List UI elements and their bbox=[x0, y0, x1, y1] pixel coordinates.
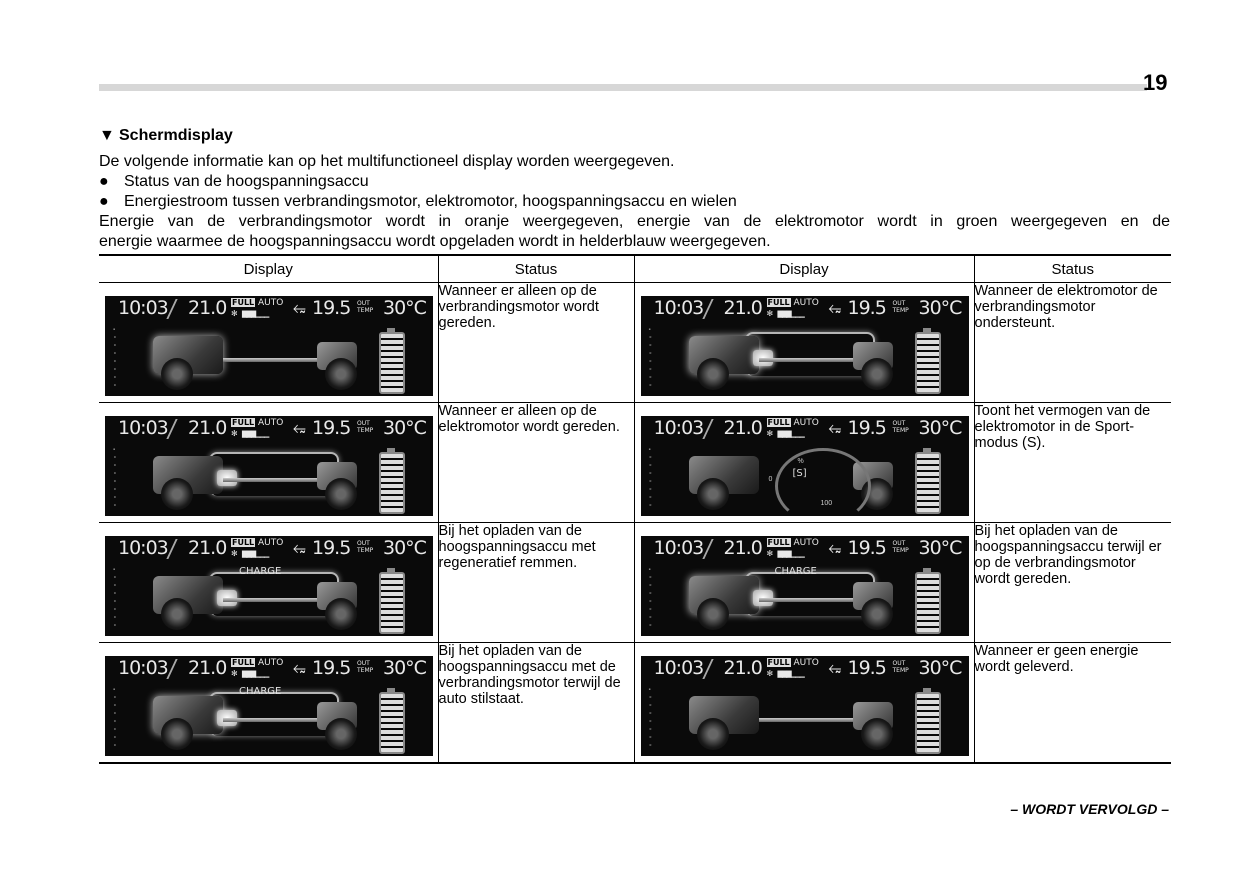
section-title-text: Schermdisplay bbox=[119, 127, 233, 144]
seat-heater-icon: ⥳ bbox=[828, 658, 842, 677]
level-dots: ▪ ∘ ∘ ∘ ∘ ∘ ∘ ∘ bbox=[648, 447, 653, 509]
display-cell bbox=[634, 403, 974, 523]
fan-icon: ✻ bbox=[231, 309, 238, 318]
out-temp-label: OUT TEMP bbox=[357, 540, 374, 554]
level-dots: ▪ ∘ ∘ ∘ ∘ ∘ ∘ ∘ bbox=[113, 327, 117, 389]
battery-icon bbox=[915, 572, 941, 634]
drive-shaft bbox=[223, 478, 323, 482]
front-wheel-icon bbox=[697, 478, 729, 510]
fan-level: ▇▇▇▁▁▁ bbox=[777, 670, 804, 678]
temp-left: 21.0 bbox=[188, 297, 227, 319]
auto-label: AUTO bbox=[793, 298, 819, 308]
out-temp-label: OUT TEMP bbox=[357, 660, 374, 674]
table-row bbox=[99, 283, 1171, 403]
clock: 10:03 bbox=[118, 657, 168, 679]
level-dots: ▪ ∘ ∘ ∘ ∘ ∘ ∘ ∘ bbox=[648, 327, 653, 389]
gauge-max-label: 100 bbox=[820, 500, 833, 507]
display-screen-electric-only bbox=[105, 416, 433, 516]
fan-full-label: FULL bbox=[232, 538, 255, 547]
separator bbox=[702, 299, 713, 319]
fan-level: ▇▇▇▁▁▁ bbox=[777, 430, 804, 438]
battery-icon bbox=[915, 452, 941, 514]
battery-icon bbox=[915, 692, 941, 754]
table-row bbox=[99, 643, 1171, 764]
display-cell bbox=[99, 643, 438, 764]
clock: 10:03 bbox=[653, 297, 704, 319]
auto-label: AUTO bbox=[793, 538, 819, 548]
front-wheel-icon bbox=[161, 358, 193, 390]
separator bbox=[702, 419, 713, 439]
auto-label: AUTO bbox=[793, 658, 819, 668]
out-temp: 30°C bbox=[383, 297, 426, 319]
fan-level: ▇▇▇▁▁▁ bbox=[777, 310, 804, 318]
status-bar bbox=[641, 416, 969, 440]
fan-full-label: FULL bbox=[767, 538, 790, 547]
separator bbox=[166, 659, 177, 679]
description-line: energie waarmee de hoogspanningsaccu wordt opgeladen wordt in helderblauw weergegeven. bbox=[99, 233, 771, 250]
table-header-row bbox=[99, 255, 1171, 283]
charge-label: CHARGE bbox=[239, 566, 282, 577]
status-cell: Bij het opladen van de hoogspanningsaccu met de verbrandingsmotor terwijl de auto stilstaat. bbox=[438, 643, 634, 764]
out-temp: 30°C bbox=[918, 297, 962, 319]
gauge-min-label: 0 bbox=[768, 476, 773, 483]
temp-left: 21.0 bbox=[723, 657, 762, 679]
rear-wheel-icon bbox=[861, 358, 893, 390]
separator bbox=[166, 419, 177, 439]
display-cell bbox=[99, 283, 438, 403]
bullet-text: Status van de hoogspanningsaccu bbox=[124, 173, 369, 190]
seat-heater-icon: ⥳ bbox=[828, 418, 842, 437]
drive-shaft bbox=[759, 358, 859, 362]
auto-label: AUTO bbox=[258, 658, 284, 668]
drive-shaft bbox=[759, 718, 859, 722]
fan-icon: ✻ bbox=[231, 549, 238, 558]
status-bar bbox=[105, 536, 433, 560]
fan-icon: ✻ bbox=[231, 669, 238, 678]
out-temp-label: OUT TEMP bbox=[357, 300, 374, 314]
display-screen-regen-charge bbox=[105, 536, 433, 636]
status-bar bbox=[105, 416, 433, 440]
column-header-display: Display bbox=[99, 255, 438, 283]
out-temp: 30°C bbox=[918, 417, 962, 439]
page-number: 19 bbox=[1143, 70, 1168, 95]
display-cell bbox=[99, 403, 438, 523]
status-bar bbox=[105, 296, 433, 320]
out-temp: 30°C bbox=[383, 537, 426, 559]
intro-text: De volgende informatie kan op het multifunctioneel display worden weergegeven. bbox=[99, 153, 675, 170]
rear-wheel-icon bbox=[325, 598, 357, 630]
column-header-status: Status bbox=[438, 255, 634, 283]
bullet-text: Energiestroom tussen verbrandingsmotor, elektromotor, hoogspanningsaccu en wielen bbox=[124, 193, 737, 210]
out-temp: 30°C bbox=[918, 537, 962, 559]
status-cell: Bij het opladen van de hoogspanningsaccu terwijl er op de verbrandingsmotor wordt gereden. bbox=[974, 523, 1171, 643]
out-temp: 30°C bbox=[383, 657, 426, 679]
rear-wheel-icon bbox=[325, 718, 357, 750]
out-temp: 30°C bbox=[383, 417, 426, 439]
fan-full-label: FULL bbox=[767, 298, 790, 307]
fan-level: ▇▇▇▁▁▁ bbox=[242, 430, 269, 438]
display-cell bbox=[634, 283, 974, 403]
clock: 10:03 bbox=[653, 657, 704, 679]
display-cell bbox=[634, 523, 974, 643]
fan-icon: ✻ bbox=[766, 429, 774, 438]
status-bar bbox=[641, 536, 969, 560]
intro-block bbox=[99, 152, 1170, 252]
level-dots: ▪ ∘ ∘ ∘ ∘ ∘ ∘ ∘ bbox=[113, 567, 117, 629]
auto-label: AUTO bbox=[793, 418, 819, 428]
charge-label: CHARGE bbox=[239, 686, 282, 697]
bullet-item bbox=[99, 192, 1170, 212]
rear-wheel-icon bbox=[861, 718, 893, 750]
rear-wheel-icon bbox=[325, 358, 357, 390]
front-wheel-icon bbox=[697, 718, 729, 750]
display-status-table bbox=[99, 254, 1171, 764]
temp-right: 19.5 bbox=[847, 657, 886, 679]
display-screen-assist bbox=[641, 296, 969, 396]
rear-wheel-icon bbox=[861, 598, 893, 630]
gauge-unit-label: % bbox=[797, 458, 804, 465]
table-row bbox=[99, 523, 1171, 643]
seat-heater-icon: ⥳ bbox=[293, 418, 306, 437]
separator bbox=[166, 299, 177, 319]
status-cell: Wanneer er geen energie wordt geleverd. bbox=[974, 643, 1171, 764]
out-temp-label: OUT TEMP bbox=[892, 300, 909, 314]
temp-right: 19.5 bbox=[847, 537, 886, 559]
drive-shaft bbox=[223, 358, 323, 362]
fan-icon: ✻ bbox=[231, 429, 238, 438]
triangle-down-icon: ▼ bbox=[99, 127, 115, 144]
temp-left: 21.0 bbox=[188, 417, 227, 439]
status-cell: Wanneer de elektromotor de verbrandingsmotor ondersteunt. bbox=[974, 283, 1171, 403]
separator bbox=[166, 539, 177, 559]
drive-shaft bbox=[223, 718, 323, 722]
table-row bbox=[99, 403, 1171, 523]
fan-full-label: FULL bbox=[232, 418, 255, 427]
fan-level: ▇▇▇▁▁▁ bbox=[242, 310, 269, 318]
separator bbox=[702, 539, 713, 559]
auto-label: AUTO bbox=[258, 298, 284, 308]
clock: 10:03 bbox=[118, 537, 168, 559]
battery-icon bbox=[379, 692, 405, 754]
fan-full-label: FULL bbox=[767, 418, 790, 427]
fan-full-label: FULL bbox=[767, 658, 790, 667]
front-wheel-icon bbox=[161, 598, 193, 630]
rear-wheel-icon bbox=[325, 478, 357, 510]
status-cell: Toont het vermogen van de elektromotor in de Sport-modus (S). bbox=[974, 403, 1171, 523]
temp-right: 19.5 bbox=[847, 417, 886, 439]
seat-heater-icon: ⥳ bbox=[828, 538, 842, 557]
bullet-icon: ● bbox=[99, 193, 109, 210]
section-title bbox=[99, 127, 233, 145]
header-rule bbox=[99, 84, 1147, 91]
auto-label: AUTO bbox=[258, 538, 284, 548]
continued-label: – WORDT VERVOLGD – bbox=[1010, 801, 1169, 817]
front-wheel-icon bbox=[161, 478, 193, 510]
battery-icon bbox=[915, 332, 941, 394]
temp-right: 19.5 bbox=[312, 537, 351, 559]
display-cell bbox=[634, 643, 974, 764]
battery-icon bbox=[379, 572, 405, 634]
auto-label: AUTO bbox=[258, 418, 284, 428]
out-temp-label: OUT TEMP bbox=[892, 540, 909, 554]
fan-level: ▇▇▇▁▁▁ bbox=[242, 550, 269, 558]
level-dots: ▪ ∘ ∘ ∘ ∘ ∘ ∘ ∘ bbox=[648, 567, 653, 629]
battery-icon bbox=[379, 332, 405, 394]
charge-label: CHARGE bbox=[774, 566, 817, 577]
column-header-display: Display bbox=[634, 255, 974, 283]
clock: 10:03 bbox=[118, 297, 168, 319]
display-screen-sport bbox=[641, 416, 969, 516]
fan-level: ▇▇▇▁▁▁ bbox=[777, 550, 804, 558]
drive-shaft bbox=[223, 598, 323, 602]
seat-heater-icon: ⥳ bbox=[828, 298, 842, 317]
temp-left: 21.0 bbox=[723, 417, 762, 439]
status-bar bbox=[105, 656, 433, 680]
front-wheel-icon bbox=[697, 358, 729, 390]
display-screen-no-energy bbox=[641, 656, 969, 756]
status-bar bbox=[641, 296, 969, 320]
temp-left: 21.0 bbox=[188, 657, 227, 679]
out-temp-label: OUT TEMP bbox=[357, 420, 374, 434]
clock: 10:03 bbox=[653, 537, 704, 559]
front-wheel-icon bbox=[161, 718, 193, 750]
seat-heater-icon: ⥳ bbox=[293, 658, 306, 677]
temp-right: 19.5 bbox=[312, 297, 351, 319]
separator bbox=[702, 659, 713, 679]
display-cell bbox=[99, 523, 438, 643]
fan-icon: ✻ bbox=[766, 549, 774, 558]
display-screen-engine-only bbox=[105, 296, 433, 396]
temp-left: 21.0 bbox=[723, 537, 762, 559]
battery-icon bbox=[379, 452, 405, 514]
temp-right: 19.5 bbox=[312, 657, 351, 679]
level-dots: ▪ ∘ ∘ ∘ ∘ ∘ ∘ ∘ bbox=[113, 447, 117, 509]
clock: 10:03 bbox=[653, 417, 704, 439]
fan-level: ▇▇▇▁▁▁ bbox=[242, 670, 269, 678]
level-dots: ▪ ∘ ∘ ∘ ∘ ∘ ∘ ∘ bbox=[113, 687, 117, 749]
level-dots: ▪ ∘ ∘ ∘ ∘ ∘ ∘ ∘ bbox=[648, 687, 653, 749]
display-screen-drive-charge bbox=[641, 536, 969, 636]
out-temp-label: OUT TEMP bbox=[892, 660, 909, 674]
out-temp-label: OUT TEMP bbox=[892, 420, 909, 434]
seat-heater-icon: ⥳ bbox=[293, 538, 306, 557]
status-cell: Bij het opladen van de hoogspanningsaccu met regeneratief remmen. bbox=[438, 523, 634, 643]
temp-left: 21.0 bbox=[188, 537, 227, 559]
bullet-icon: ● bbox=[99, 173, 109, 190]
temp-right: 19.5 bbox=[847, 297, 886, 319]
seat-heater-icon: ⥳ bbox=[293, 298, 306, 317]
description-line: Energie van de verbrandingsmotor wordt in oranje weergegeven, energie van de elektromotor wordt in groen weergegeven en de bbox=[99, 213, 1170, 230]
status-bar bbox=[641, 656, 969, 680]
column-header-status: Status bbox=[974, 255, 1171, 283]
drive-shaft bbox=[759, 598, 859, 602]
status-cell: Wanneer er alleen op de verbrandingsmotor wordt gereden. bbox=[438, 283, 634, 403]
bullet-item bbox=[99, 172, 1170, 192]
sport-mode-label: [S] bbox=[792, 468, 807, 479]
fan-icon: ✻ bbox=[766, 309, 774, 318]
fan-icon: ✻ bbox=[766, 669, 774, 678]
clock: 10:03 bbox=[118, 417, 168, 439]
display-screen-idle-charge bbox=[105, 656, 433, 756]
status-cell: Wanneer er alleen op de elektromotor wordt gereden. bbox=[438, 403, 634, 523]
fan-full-label: FULL bbox=[232, 298, 255, 307]
temp-right: 19.5 bbox=[312, 417, 351, 439]
out-temp: 30°C bbox=[918, 657, 962, 679]
front-wheel-icon bbox=[697, 598, 729, 630]
temp-left: 21.0 bbox=[723, 297, 762, 319]
fan-full-label: FULL bbox=[232, 658, 255, 667]
